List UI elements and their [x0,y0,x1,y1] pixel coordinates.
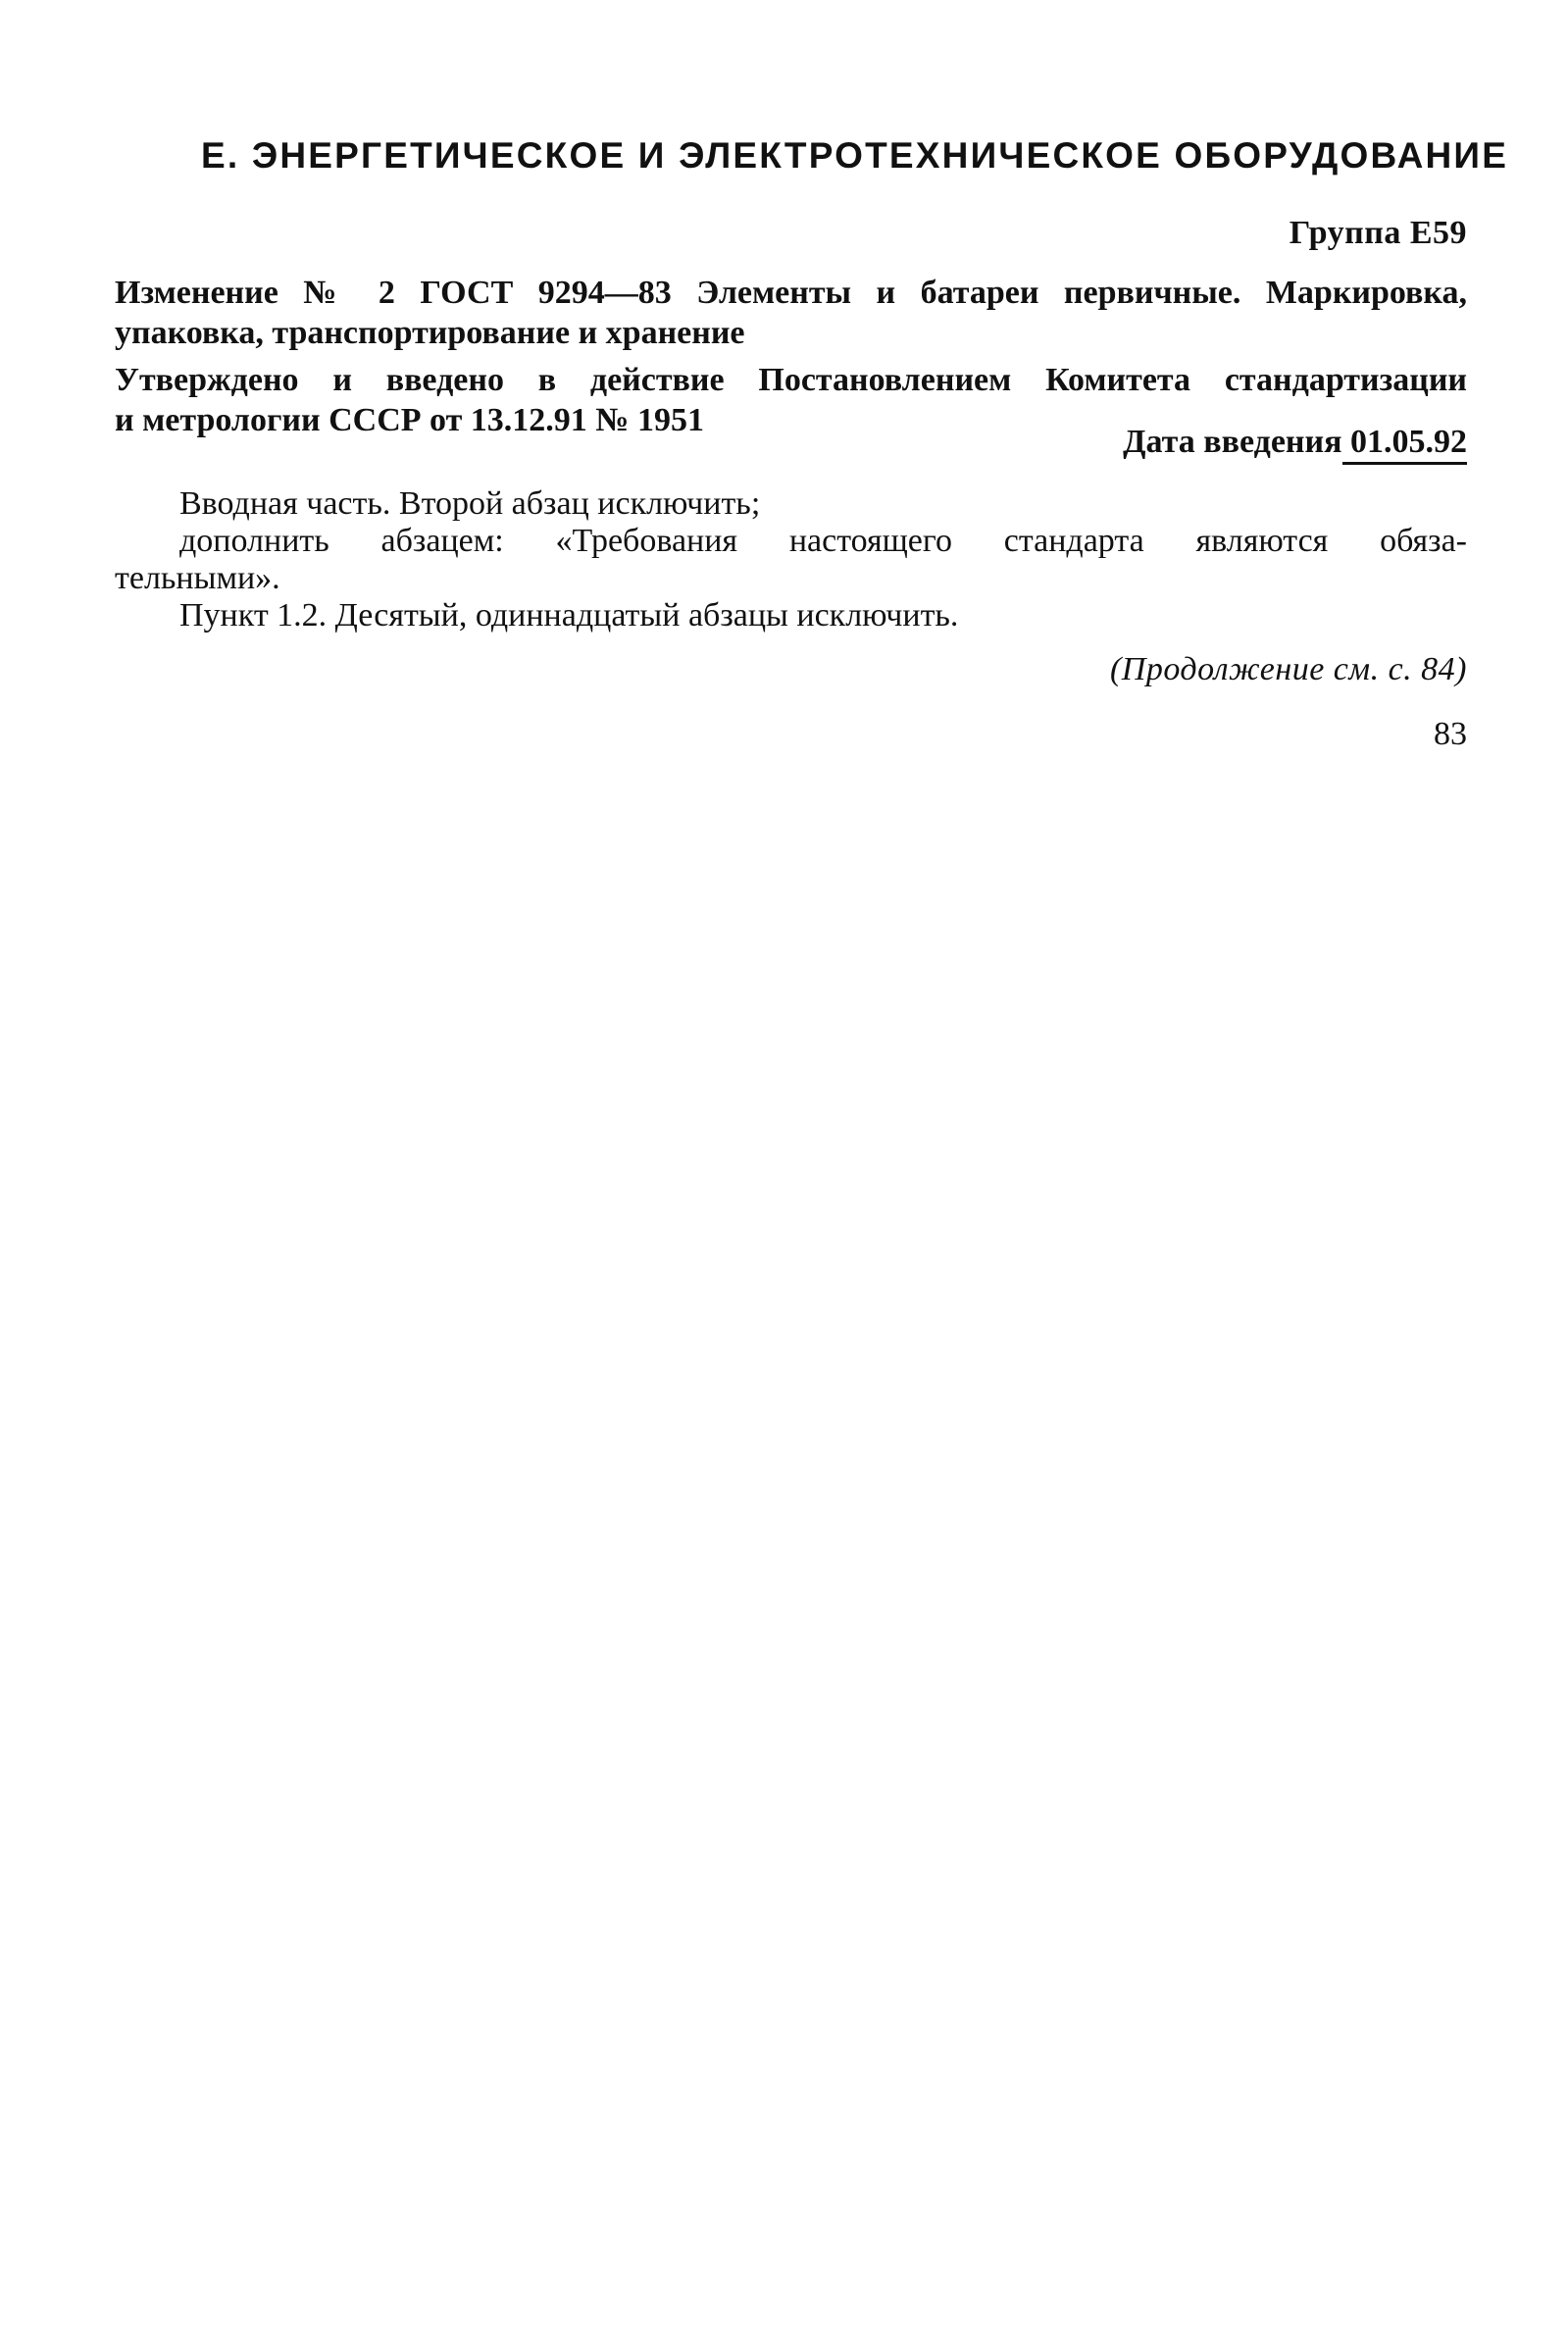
effective-date-value: 01.05.92 [1342,425,1467,465]
effective-date [1123,424,1467,465]
body-paragraph-1: Вводная часть. Второй абзац исключить; [179,485,761,522]
amendment-body [115,485,1467,634]
approval-line-2: и метрологии СССР от 13.12.91 № 1951 [115,402,704,438]
change-heading-line-1: Изменение № 2 ГОСТ 9294—83 Элементы и батареи первичные. Маркировка, [115,275,1467,311]
section-title: Е. ЭНЕРГЕТИЧЕСКОЕ И ЭЛЕКТРОТЕХНИЧЕСКОЕ ОБОРУДОВАНИЕ [201,135,1509,176]
page-number: 83 [1434,716,1467,752]
change-heading [115,273,1467,353]
continuation-note: (Продолжение см. с. 84) [1109,651,1467,687]
change-heading-line-2: упаковка, транспортирование и хранение [115,315,745,351]
body-paragraph-2-line-2: тельными». [115,560,280,596]
body-paragraph-2-line-1: дополнить абзацем: «Требования настоящего стандарта являются обяза- [179,523,1467,559]
body-paragraph-3: Пункт 1.2. Десятый, одиннадцатый абзацы исключить. [179,597,959,633]
approval-line-1: Утверждено и введено в действие Постановлением Комитета стандартизации [115,362,1467,398]
group-code: Группа Е59 [1289,215,1467,251]
effective-date-label: Дата введения [1123,424,1342,460]
